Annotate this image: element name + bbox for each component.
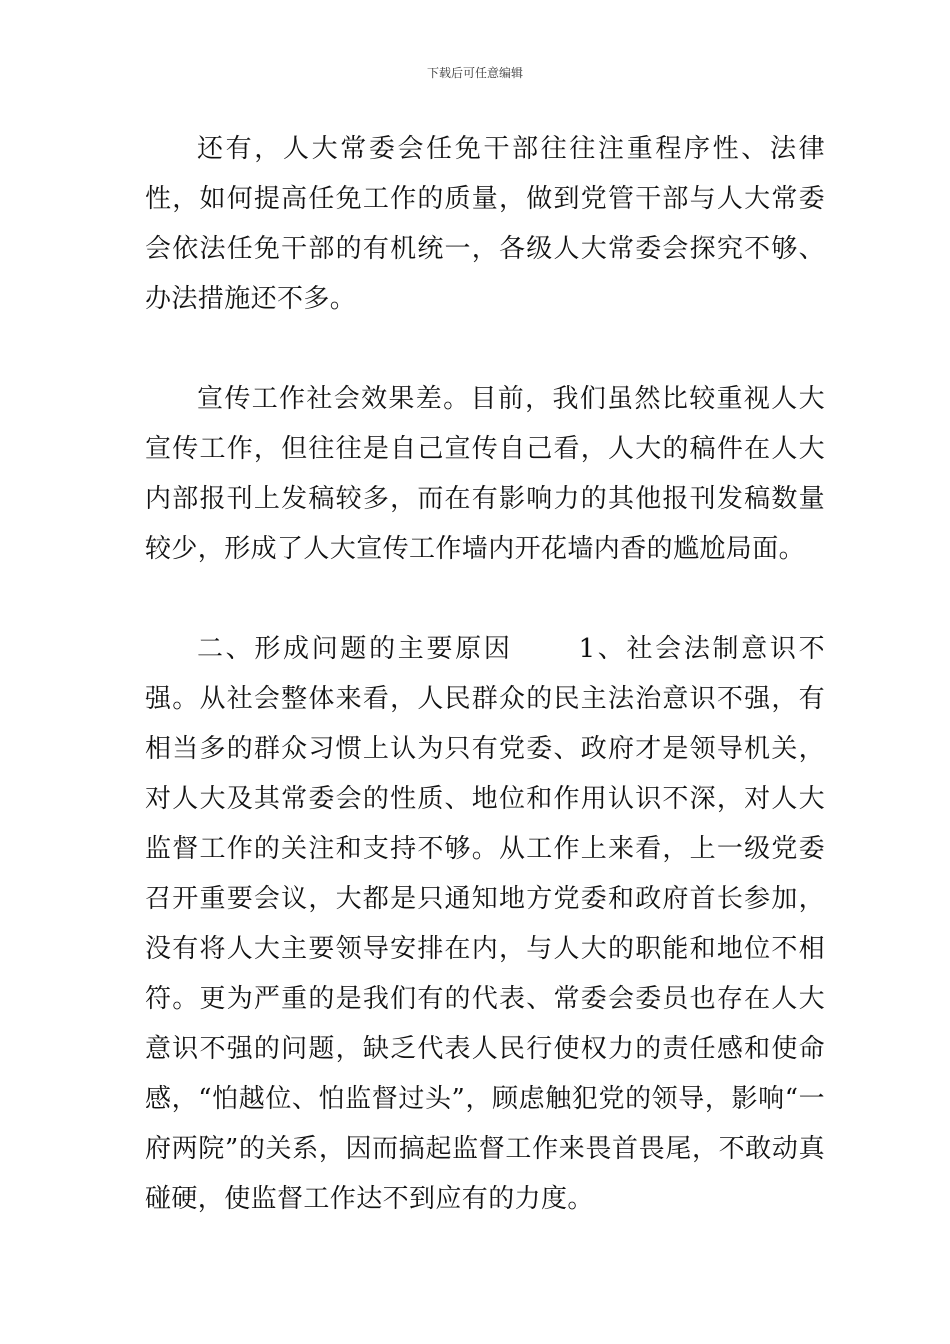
paragraph-gap: [145, 324, 825, 374]
document-body: [145, 124, 825, 1224]
page-header: 下载后可任意编辑: [426, 66, 523, 80]
paragraph-causes: [145, 624, 825, 1224]
paragraph-gap: [145, 574, 825, 624]
paragraph-publicity: 宣传工作社会效果差。目前，我们虽然比较重视人大宣传工作，但往往是自己宣传自己看，人大的稿件在人大内部报刊上发稿较多，而在有影响力的其他报刊发稿数量较少，形成了人大宣传工作墙内开花墙内香的尴尬局面。: [145, 384, 825, 564]
section-heading: 二、形成问题的主要原因: [197, 634, 513, 664]
paragraph-appointment: 还有，人大常委会任免干部往往注重程序性、法律性，如何提高任免工作的质量，做到党管干部与人大常委会依法任免干部的有机统一，各级人大常委会探究不够、办法措施还不多。: [145, 134, 825, 314]
paragraph-causes-text: 1、社会法制意识不强。从社会整体来看，人民群众的民主法治意识不强，有相当多的群众习惯上认为只有党委、政府才是领导机关，对人大及其常委会的性质、地位和作用认识不深，对人大监督工作的关注和支持不够。从工作上来看，上一级党委召开重要会议，大都是只通知地方党委和政府首长参加，没有将人大主要领导安排在内，与人大的职能和地位不相符。更为严重的是我们有的代表、常委会委员也存在人大意识不强的问题，缺乏代表人民行使权力的责任感和使命感，“怕越位、怕监督过头”，顾虑触犯党的领导，影响“一府两院”的关系，因而搞起监督工作来畏首畏尾，不敢动真碰硬，使监督工作达不到应有的力度。: [145, 634, 825, 1214]
